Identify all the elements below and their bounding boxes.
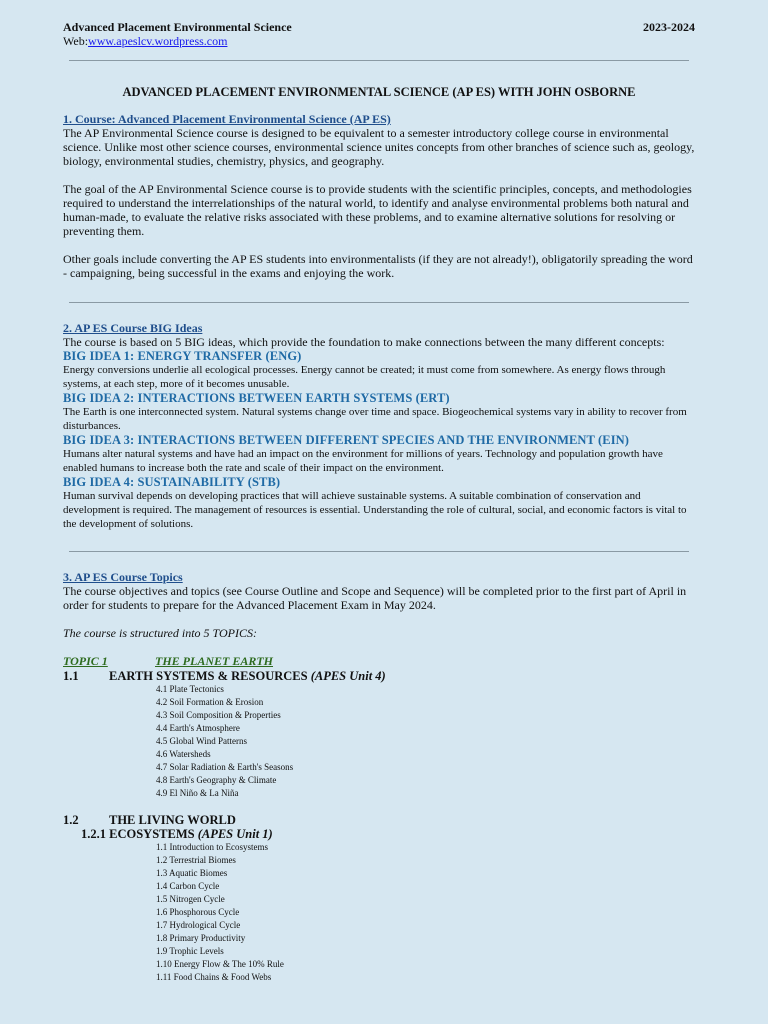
list-item: 4.9 El Niño & La Niña xyxy=(156,788,239,798)
big-idea-title: BIG IDEA 4: SUSTAINABILITY (STB) xyxy=(63,475,281,489)
big-idea-text: Energy conversions underlie all ecological processes. Energy cannot be created; it must come from somewhere. As energy flows through systems, at each step, more of it becomes unusable. xyxy=(63,364,666,390)
list-item: 4.6 Watersheds xyxy=(156,749,211,759)
unit-ref: (APES Unit 1) xyxy=(197,827,273,841)
structure-note: The course is structured into 5 TOPICS: xyxy=(63,626,257,640)
section-big-ideas xyxy=(63,321,695,531)
big-idea-text: Human survival depends on developing practices that will achieve sustainable systems. A suitable combination of conservation and development is required. The management of resources is essential. Understanding the role of cultural, social, and economic factors is vital to the development of solutions. xyxy=(63,490,687,530)
section-heading: 1. Course: Advanced Placement Environmental Science (AP ES) xyxy=(63,112,391,126)
list-item: 4.3 Soil Composition & Properties xyxy=(156,710,281,720)
unit-name: THE LIVING WORLD xyxy=(109,813,236,827)
page-title: ADVANCED PLACEMENT ENVIRONMENTAL SCIENCE (AP ES) WITH JOHN OSBORNE xyxy=(122,85,636,99)
list-item: 1.10 Energy Flow & The 10% Rule xyxy=(156,959,284,969)
big-idea-title: BIG IDEA 2: INTERACTIONS BETWEEN EARTH SYSTEMS (ERT) xyxy=(63,391,450,405)
divider xyxy=(69,302,689,303)
list-item: 4.5 Global Wind Patterns xyxy=(156,736,247,746)
divider xyxy=(69,551,689,552)
paragraph: The AP Environmental Science course is designed to be equivalent to a semester introductory college course in environmental science. Unlike most other science courses, environmental science unites concepts from other branches of science such as, geology, biology, environmental studies, chemistry, physics, and geography. xyxy=(63,126,695,168)
header-year: 2023-2024 xyxy=(643,20,695,34)
list-item: 1.1 Introduction to Ecosystems xyxy=(156,842,268,852)
topic-number: TOPIC 1 xyxy=(63,654,108,668)
paragraph: The course is based on 5 BIG ideas, which provide the foundation to make connections between the many different concepts: xyxy=(63,335,665,349)
list-item: 1.3 Aquatic Biomes xyxy=(156,868,228,878)
topic-name: THE PLANET EARTH xyxy=(155,654,274,668)
list-item: 1.4 Carbon Cycle xyxy=(156,881,220,891)
unit-number: 1.2 xyxy=(63,813,79,827)
document-page xyxy=(63,20,695,984)
topic-heading xyxy=(63,654,695,669)
web-line xyxy=(63,34,695,48)
list-item: 1.2 Terrestrial Biomes xyxy=(156,855,236,865)
big-idea-text: The Earth is one interconnected system. Natural systems change over time and space. Biogeochemical systems vary in ability to recover from disturbances. xyxy=(63,406,687,432)
list-item: 1.6 Phosphorous Cycle xyxy=(156,907,240,917)
page-header xyxy=(63,20,695,34)
unit-topic-list xyxy=(63,683,695,800)
unit-ref: (APES Unit 4) xyxy=(310,669,386,683)
list-item: 4.4 Earth's Atmosphere xyxy=(156,723,240,733)
list-item: 4.1 Plate Tectonics xyxy=(156,684,224,694)
unit-heading xyxy=(63,669,695,683)
big-idea-title: BIG IDEA 1: ENERGY TRANSFER (ENG) xyxy=(63,349,302,363)
header-course-title: Advanced Placement Environmental Science xyxy=(63,20,292,34)
unit-heading xyxy=(63,813,695,827)
paragraph: Other goals include converting the AP ES students into environmentalists (if they are not already!), obligatorily spreading the word - campaigning, being successful in the exams and enjoying the work. xyxy=(63,252,693,280)
list-item: 4.7 Solar Radiation & Earth's Seasons xyxy=(156,762,294,772)
web-label: Web: xyxy=(63,34,89,48)
list-item: 1.5 Nitrogen Cycle xyxy=(156,894,225,904)
paragraph: The goal of the AP Environmental Science course is to provide students with the scientific principles, concepts, and methodologies required to understand the interrelationships of the natural world, to identify and analyse environmental problems both natural and human-made, to evaluate the relative risks associated with these problems, and to examine alternative solutions for resolving or preventing them. xyxy=(63,182,692,238)
divider xyxy=(69,60,689,61)
paragraph: The course objectives and topics (see Course Outline and Scope and Sequence) will be completed prior to the first part of April in order for students to prepare for the Advanced Placement Exam in May 2024. xyxy=(63,584,687,612)
list-item: 1.9 Trophic Levels xyxy=(156,946,224,956)
list-item: 1.7 Hydrological Cycle xyxy=(156,920,241,930)
unit-name: EARTH SYSTEMS & RESOURCES xyxy=(109,669,308,683)
list-item: 4.2 Soil Formation & Erosion xyxy=(156,697,264,707)
subunit-heading xyxy=(63,827,695,841)
unit-number: 1.1 xyxy=(63,669,79,683)
list-item: 1.11 Food Chains & Food Webs xyxy=(156,972,272,982)
list-item: 4.8 Earth's Geography & Climate xyxy=(156,775,277,785)
section-heading: 2. AP ES Course BIG Ideas xyxy=(63,321,203,335)
unit-topic-list xyxy=(63,841,695,984)
section-topics xyxy=(63,570,695,984)
website-link[interactable]: www.apeslcv.wordpress.com xyxy=(88,34,228,48)
section-course xyxy=(63,112,695,280)
list-item: 1.8 Primary Productivity xyxy=(156,933,246,943)
section-heading: 3. AP ES Course Topics xyxy=(63,570,183,584)
big-idea-text: Humans alter natural systems and have had an impact on the environment for millions of years. Technology and population growth have enabled humans to increase both the rate and scale of their impact on the environment. xyxy=(63,448,663,474)
big-idea-title: BIG IDEA 3: INTERACTIONS BETWEEN DIFFERENT SPECIES AND THE ENVIRONMENT (EIN) xyxy=(63,433,630,447)
subunit-name: 1.2.1 ECOSYSTEMS xyxy=(81,827,195,841)
